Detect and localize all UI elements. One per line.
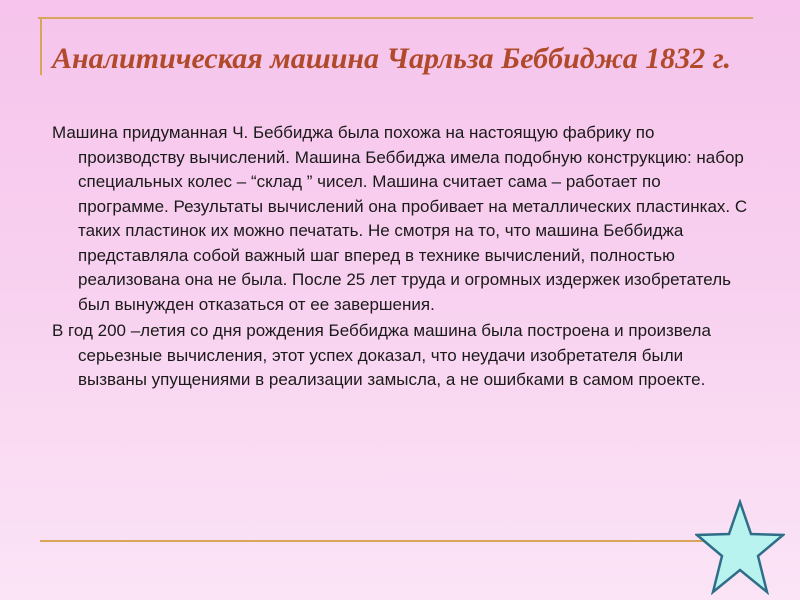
bottom-rule <box>40 540 755 542</box>
slide-body <box>52 121 752 393</box>
left-rule <box>40 17 42 75</box>
star-icon[interactable] <box>695 499 785 595</box>
star-shape[interactable] <box>697 502 783 592</box>
slide-title: Аналитическая машина Чарльза Беббиджа 1832 г. <box>52 42 731 75</box>
body-paragraph-1: Машина придуманная Ч. Беббиджа была похожа на настоящую фабрику по производству вычислений. Машина Беббиджа имела подобную конструкцию: набор специальных колес – “склад ” чисел. Машина считает сама – работает по программе. Результаты вычислений она пробивает на металлических пластинках. С таких пластинок их можно печатать. Не смотря на то, что машина Беббиджа представляла собой важный шаг вперед в технике вычислений, полностью реализована она не была. После 25 лет труда и огромных издержек изобретатель был вынужден отказаться от ее завершения. <box>52 123 748 314</box>
body-paragraph-2: В год 200 –летия со дня рождения Беббиджа машина была построена и произвела серьезные вычисления, этот успех доказал, что неудачи изобретателя были вызваны упущениями в реализации замысла, а не ошибками в самом проекте. <box>52 321 711 389</box>
top-rule <box>38 17 753 19</box>
